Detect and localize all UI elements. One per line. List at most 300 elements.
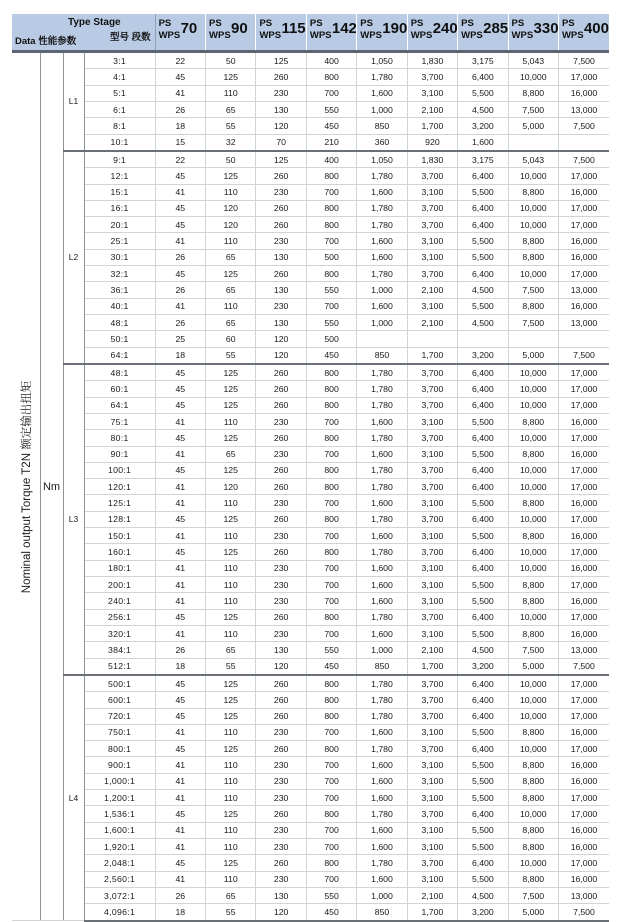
torque-value-cell [558,134,609,151]
torque-value-cell: 3,700 [407,168,457,184]
model-prefix-top: PS [158,17,172,29]
torque-value-cell: 5,500 [458,184,508,200]
torque-value-cell: 1,600 [357,822,407,838]
torque-value-cell [558,331,609,347]
table-row [12,233,609,249]
torque-value-cell: 3,700 [407,609,457,625]
torque-value-cell: 17,000 [558,217,609,233]
torque-value-cell: 8,800 [508,446,558,462]
torque-value-cell: 110 [206,822,256,838]
ratio-cell: 15:1 [84,184,155,200]
torque-value-cell: 6,400 [458,168,508,184]
torque-value-cell: 8,800 [508,839,558,855]
torque-value-cell: 110 [206,413,256,429]
ratio-cell: 6:1 [84,101,155,117]
table-row [12,151,609,168]
table-row [12,266,609,282]
model-prefix-bottom: WPS [511,29,534,41]
torque-value-cell: 260 [256,708,306,724]
torque-value-cell: 10,000 [508,806,558,822]
model-prefix-bottom: WPS [461,29,483,41]
torque-value-cell: 1,600 [357,495,407,511]
torque-value-cell: 41 [155,773,205,789]
torque-value-cell: 16,000 [558,593,609,609]
torque-value-cell: 700 [306,773,356,789]
torque-value-cell: 18 [155,118,205,134]
model-header [155,14,205,52]
torque-value-cell: 110 [206,233,256,249]
torque-value-cell: 2,100 [407,887,457,903]
ratio-cell: 9:1 [84,151,155,168]
torque-value-cell: 260 [256,217,306,233]
torque-value-cell: 800 [306,741,356,757]
type-stage-cn-label: 型号 段数 [109,32,151,43]
table-row [12,625,609,641]
table-row [12,675,609,692]
torque-axis-label: Nominal output Torque T2N 额定输出扭矩 [20,380,33,593]
torque-value-cell: 120 [206,217,256,233]
torque-value-cell: 700 [306,625,356,641]
torque-value-cell: 16,000 [558,757,609,773]
torque-value-cell: 10,000 [508,217,558,233]
torque-value-cell: 65 [206,101,256,117]
torque-value-cell: 110 [206,724,256,740]
table-row [12,249,609,265]
torque-value-cell: 3,100 [407,298,457,314]
torque-value-cell: 3,700 [407,544,457,560]
torque-value-cell: 1,600 [357,446,407,462]
torque-value-cell: 1,600 [458,134,508,151]
torque-value-cell: 3,700 [407,364,457,381]
torque-value-cell: 45 [155,675,205,692]
torque-value-cell: 18 [155,904,205,921]
ratio-cell: 1,200:1 [84,790,155,806]
torque-value-cell: 3,100 [407,85,457,101]
torque-value-cell: 260 [256,609,306,625]
table-row [12,331,609,347]
torque-value-cell: 17,000 [558,790,609,806]
torque-value-cell: 8,800 [508,249,558,265]
ratio-cell: 120:1 [84,479,155,495]
table-row [12,200,609,216]
torque-value-cell: 230 [256,577,306,593]
torque-value-cell: 16,000 [558,560,609,576]
torque-value-cell: 41 [155,822,205,838]
torque-value-cell: 6,400 [458,609,508,625]
torque-value-cell: 1,780 [357,511,407,527]
torque-value-cell: 6,400 [458,708,508,724]
torque-value-cell: 3,700 [407,266,457,282]
torque-value-cell: 3,100 [407,249,457,265]
torque-value-cell: 125 [206,609,256,625]
torque-value-cell: 5,043 [508,52,558,69]
torque-value-cell: 1,600 [357,839,407,855]
ratio-cell: 25:1 [84,233,155,249]
torque-value-cell: 65 [206,282,256,298]
table-row [12,658,609,675]
torque-value-cell: 800 [306,511,356,527]
torque-value-cell: 800 [306,381,356,397]
torque-value-cell: 2,100 [407,282,457,298]
torque-value-cell: 6,400 [458,462,508,478]
model-prefix-top: PS [511,17,525,29]
torque-value-cell: 230 [256,593,306,609]
ratio-cell: 180:1 [84,560,155,576]
torque-value-cell: 3,100 [407,822,457,838]
torque-value-cell: 16,000 [558,298,609,314]
torque-value-cell: 260 [256,69,306,85]
torque-value-cell: 500 [306,331,356,347]
model-prefix-top: PS [309,17,323,29]
table-row [12,85,609,101]
torque-value-cell: 10,000 [508,692,558,708]
torque-value-cell: 230 [256,839,306,855]
torque-value-cell: 16,000 [558,724,609,740]
torque-value-cell: 230 [256,773,306,789]
torque-value-cell: 41 [155,577,205,593]
torque-value-cell: 5,500 [458,528,508,544]
torque-value-cell: 16,000 [558,495,609,511]
torque-value-cell: 700 [306,495,356,511]
torque-value-cell: 700 [306,822,356,838]
torque-value-cell: 16,000 [558,233,609,249]
torque-value-cell: 1,780 [357,168,407,184]
torque-value-cell: 7,500 [558,658,609,675]
torque-value-cell: 26 [155,249,205,265]
ratio-cell: 900:1 [84,757,155,773]
torque-value-cell: 125 [206,364,256,381]
torque-value-cell: 850 [357,118,407,134]
torque-value-cell: 26 [155,315,205,331]
torque-value-cell: 3,700 [407,397,457,413]
torque-value-cell: 5,500 [458,593,508,609]
torque-value-cell: 3,100 [407,560,457,576]
torque-value-cell: 1,780 [357,217,407,233]
torque-value-cell: 130 [256,282,306,298]
torque-value-cell: 800 [306,462,356,478]
torque-value-cell: 550 [306,282,356,298]
table-row [12,134,609,151]
torque-value-cell: 800 [306,544,356,560]
table-row [12,871,609,887]
torque-value-cell: 1,000 [357,101,407,117]
torque-value-cell: 7,500 [508,101,558,117]
torque-value-cell [508,331,558,347]
torque-value-cell: 110 [206,85,256,101]
torque-value-cell: 230 [256,528,306,544]
model-header [357,14,407,52]
torque-value-cell: 920 [407,134,457,151]
torque-value-cell: 7,500 [558,151,609,168]
ratio-cell: 2,048:1 [84,855,155,871]
torque-value-cell: 3,100 [407,871,457,887]
torque-value-cell: 17,000 [558,381,609,397]
torque-value-cell: 10,000 [508,511,558,527]
torque-value-cell: 7,500 [508,282,558,298]
torque-value-cell: 550 [306,887,356,903]
torque-value-cell: 45 [155,168,205,184]
torque-value-cell: 8,800 [508,871,558,887]
torque-value-cell: 110 [206,839,256,855]
ratio-cell: 500:1 [84,675,155,692]
torque-value-cell: 3,200 [458,118,508,134]
torque-value-cell: 45 [155,511,205,527]
ratio-cell: 256:1 [84,609,155,625]
table-row [12,609,609,625]
torque-value-cell: 400 [306,151,356,168]
torque-value-cell: 110 [206,625,256,641]
model-prefix-top: PS [209,17,222,29]
torque-value-cell: 45 [155,741,205,757]
torque-value-cell: 230 [256,446,306,462]
torque-value-cell: 10,000 [508,364,558,381]
torque-value-cell: 55 [206,658,256,675]
torque-value-cell: 55 [206,118,256,134]
torque-value-cell: 50 [206,151,256,168]
torque-value-cell: 17,000 [558,364,609,381]
ratio-cell: 1,000:1 [84,773,155,789]
torque-value-cell: 41 [155,233,205,249]
torque-value-cell: 3,700 [407,69,457,85]
torque-value-cell: 17,000 [558,806,609,822]
data-label: Data 性能参数 [15,36,77,47]
table-body [12,52,609,921]
torque-value-cell: 5,500 [458,625,508,641]
torque-value-cell: 110 [206,560,256,576]
torque-value-cell: 15 [155,134,205,151]
torque-value-cell: 41 [155,790,205,806]
torque-value-cell: 700 [306,790,356,806]
torque-value-cell: 110 [206,495,256,511]
model-prefix-bottom: WPS [209,29,231,41]
torque-value-cell: 110 [206,577,256,593]
torque-value-cell: 1,600 [357,85,407,101]
torque-value-cell: 1,700 [407,904,457,921]
torque-value-cell: 230 [256,85,306,101]
torque-value-cell: 4,500 [458,315,508,331]
torque-value-cell: 5,500 [458,446,508,462]
torque-value-cell: 16,000 [558,528,609,544]
torque-value-cell: 45 [155,397,205,413]
torque-value-cell: 13,000 [558,887,609,903]
model-number: 400 [583,19,609,37]
table-row [12,101,609,117]
torque-value-cell: 3,200 [458,904,508,921]
torque-value-cell: 700 [306,446,356,462]
ratio-cell: 2,560:1 [84,871,155,887]
table-row [12,397,609,413]
ratio-cell: 240:1 [84,593,155,609]
table-row [12,118,609,134]
torque-value-cell: 1,830 [407,52,457,69]
torque-value-cell: 45 [155,609,205,625]
table-row [12,560,609,576]
table-row [12,413,609,429]
torque-value-cell: 800 [306,692,356,708]
torque-value-cell: 17,000 [558,708,609,724]
torque-value-cell: 45 [155,381,205,397]
torque-value-cell: 1,780 [357,855,407,871]
torque-value-cell: 8,800 [508,822,558,838]
model-header [558,14,609,52]
torque-value-cell: 16,000 [558,625,609,641]
ratio-cell: 100:1 [84,462,155,478]
torque-value-cell: 1,000 [357,315,407,331]
table-row [12,839,609,855]
torque-value-cell: 1,050 [357,52,407,69]
torque-value-cell [458,331,508,347]
torque-value-cell: 120 [206,200,256,216]
model-number: 142 [331,19,357,37]
table-row [12,708,609,724]
torque-value-cell: 230 [256,625,306,641]
torque-value-cell: 125 [206,675,256,692]
torque-value-cell: 700 [306,85,356,101]
table-row [12,479,609,495]
torque-value-cell: 700 [306,413,356,429]
torque-value-cell: 2,100 [407,101,457,117]
torque-value-cell: 16,000 [558,871,609,887]
torque-value-cell: 1,600 [357,184,407,200]
torque-value-cell: 6,400 [458,544,508,560]
torque-value-cell: 10,000 [508,560,558,576]
model-prefix-top: PS [561,17,575,29]
torque-value-cell: 8,800 [508,184,558,200]
torque-value-cell: 3,700 [407,511,457,527]
torque-value-cell: 41 [155,413,205,429]
ratio-cell: 750:1 [84,724,155,740]
torque-value-cell: 6,400 [458,855,508,871]
torque-value-cell [407,331,457,347]
ratio-cell: 512:1 [84,658,155,675]
torque-value-cell: 3,700 [407,462,457,478]
torque-value-cell: 41 [155,446,205,462]
table-row [12,364,609,381]
torque-value-cell: 700 [306,757,356,773]
torque-value-cell: 16,000 [558,249,609,265]
ratio-cell: 3:1 [84,52,155,69]
torque-value-cell: 260 [256,692,306,708]
torque-value-cell: 3,100 [407,528,457,544]
torque-value-cell: 1,830 [407,151,457,168]
torque-value-cell: 1,600 [357,249,407,265]
torque-value-cell: 18 [155,347,205,364]
torque-value-cell: 260 [256,855,306,871]
torque-value-cell: 800 [306,430,356,446]
torque-value-cell: 41 [155,298,205,314]
torque-value-cell: 45 [155,266,205,282]
ratio-cell: 1,600:1 [84,822,155,838]
model-prefix-bottom: WPS [410,29,433,41]
torque-value-cell: 26 [155,642,205,658]
torque-value-cell: 17,000 [558,609,609,625]
ratio-cell: 600:1 [84,692,155,708]
torque-value-cell: 800 [306,200,356,216]
torque-value-cell: 1,600 [357,871,407,887]
ratio-cell: 720:1 [84,708,155,724]
table-row [12,822,609,838]
torque-value-cell: 45 [155,200,205,216]
torque-value-cell: 120 [206,479,256,495]
ratio-cell: 800:1 [84,741,155,757]
torque-value-cell: 6,400 [458,479,508,495]
torque-value-cell: 6,400 [458,675,508,692]
torque-value-cell: 5,500 [458,839,508,855]
table-row [12,184,609,200]
torque-value-cell: 400 [306,52,356,69]
ratio-cell: 3,072:1 [84,887,155,903]
torque-value-cell: 55 [206,904,256,921]
table-row [12,52,609,69]
torque-value-cell: 10,000 [508,708,558,724]
torque-value-cell: 120 [256,347,306,364]
torque-value-cell: 700 [306,577,356,593]
torque-value-cell: 3,100 [407,593,457,609]
torque-value-cell: 8,800 [508,757,558,773]
stage-label: L1 [63,52,84,151]
torque-value-cell: 1,600 [357,298,407,314]
torque-value-cell: 3,100 [407,233,457,249]
torque-value-cell: 125 [206,397,256,413]
torque-value-cell: 800 [306,708,356,724]
torque-value-cell: 10,000 [508,741,558,757]
torque-value-cell: 8,800 [508,625,558,641]
torque-value-cell: 5,500 [458,773,508,789]
torque-value-cell: 41 [155,757,205,773]
torque-value-cell: 800 [306,855,356,871]
torque-value-cell: 110 [206,593,256,609]
table-row [12,904,609,921]
torque-value-cell: 10,000 [508,462,558,478]
torque-value-cell: 110 [206,790,256,806]
torque-value-cell: 5,500 [458,413,508,429]
torque-value-cell: 16,000 [558,773,609,789]
torque-value-cell: 1,780 [357,69,407,85]
torque-value-cell: 1,780 [357,479,407,495]
torque-value-cell: 700 [306,560,356,576]
model-header [306,14,356,52]
torque-value-cell: 3,700 [407,381,457,397]
model-prefix-top: PS [410,17,424,29]
torque-value-cell: 7,500 [558,52,609,69]
type-stage-label: Type Stage [68,17,121,28]
torque-value-cell: 125 [206,381,256,397]
torque-value-cell: 260 [256,381,306,397]
torque-value-cell: 6,400 [458,266,508,282]
torque-value-cell: 1,600 [357,757,407,773]
torque-value-cell: 6,400 [458,217,508,233]
torque-value-cell: 260 [256,397,306,413]
torque-value-cell: 1,780 [357,544,407,560]
torque-value-cell: 125 [206,511,256,527]
torque-value-cell: 850 [357,904,407,921]
torque-value-cell: 10,000 [508,266,558,282]
torque-value-cell: 230 [256,757,306,773]
torque-value-cell: 1,000 [357,282,407,298]
torque-value-cell: 3,700 [407,708,457,724]
torque-value-cell: 2,100 [407,315,457,331]
torque-value-cell: 5,500 [458,249,508,265]
torque-value-cell: 130 [256,887,306,903]
model-number: 115 [281,19,306,37]
torque-value-cell: 8,800 [508,528,558,544]
torque-value-cell: 550 [306,642,356,658]
torque-value-cell: 17,000 [558,855,609,871]
torque-value-cell: 230 [256,233,306,249]
table-row [12,887,609,903]
torque-value-cell: 3,100 [407,184,457,200]
torque-value-cell: 700 [306,298,356,314]
